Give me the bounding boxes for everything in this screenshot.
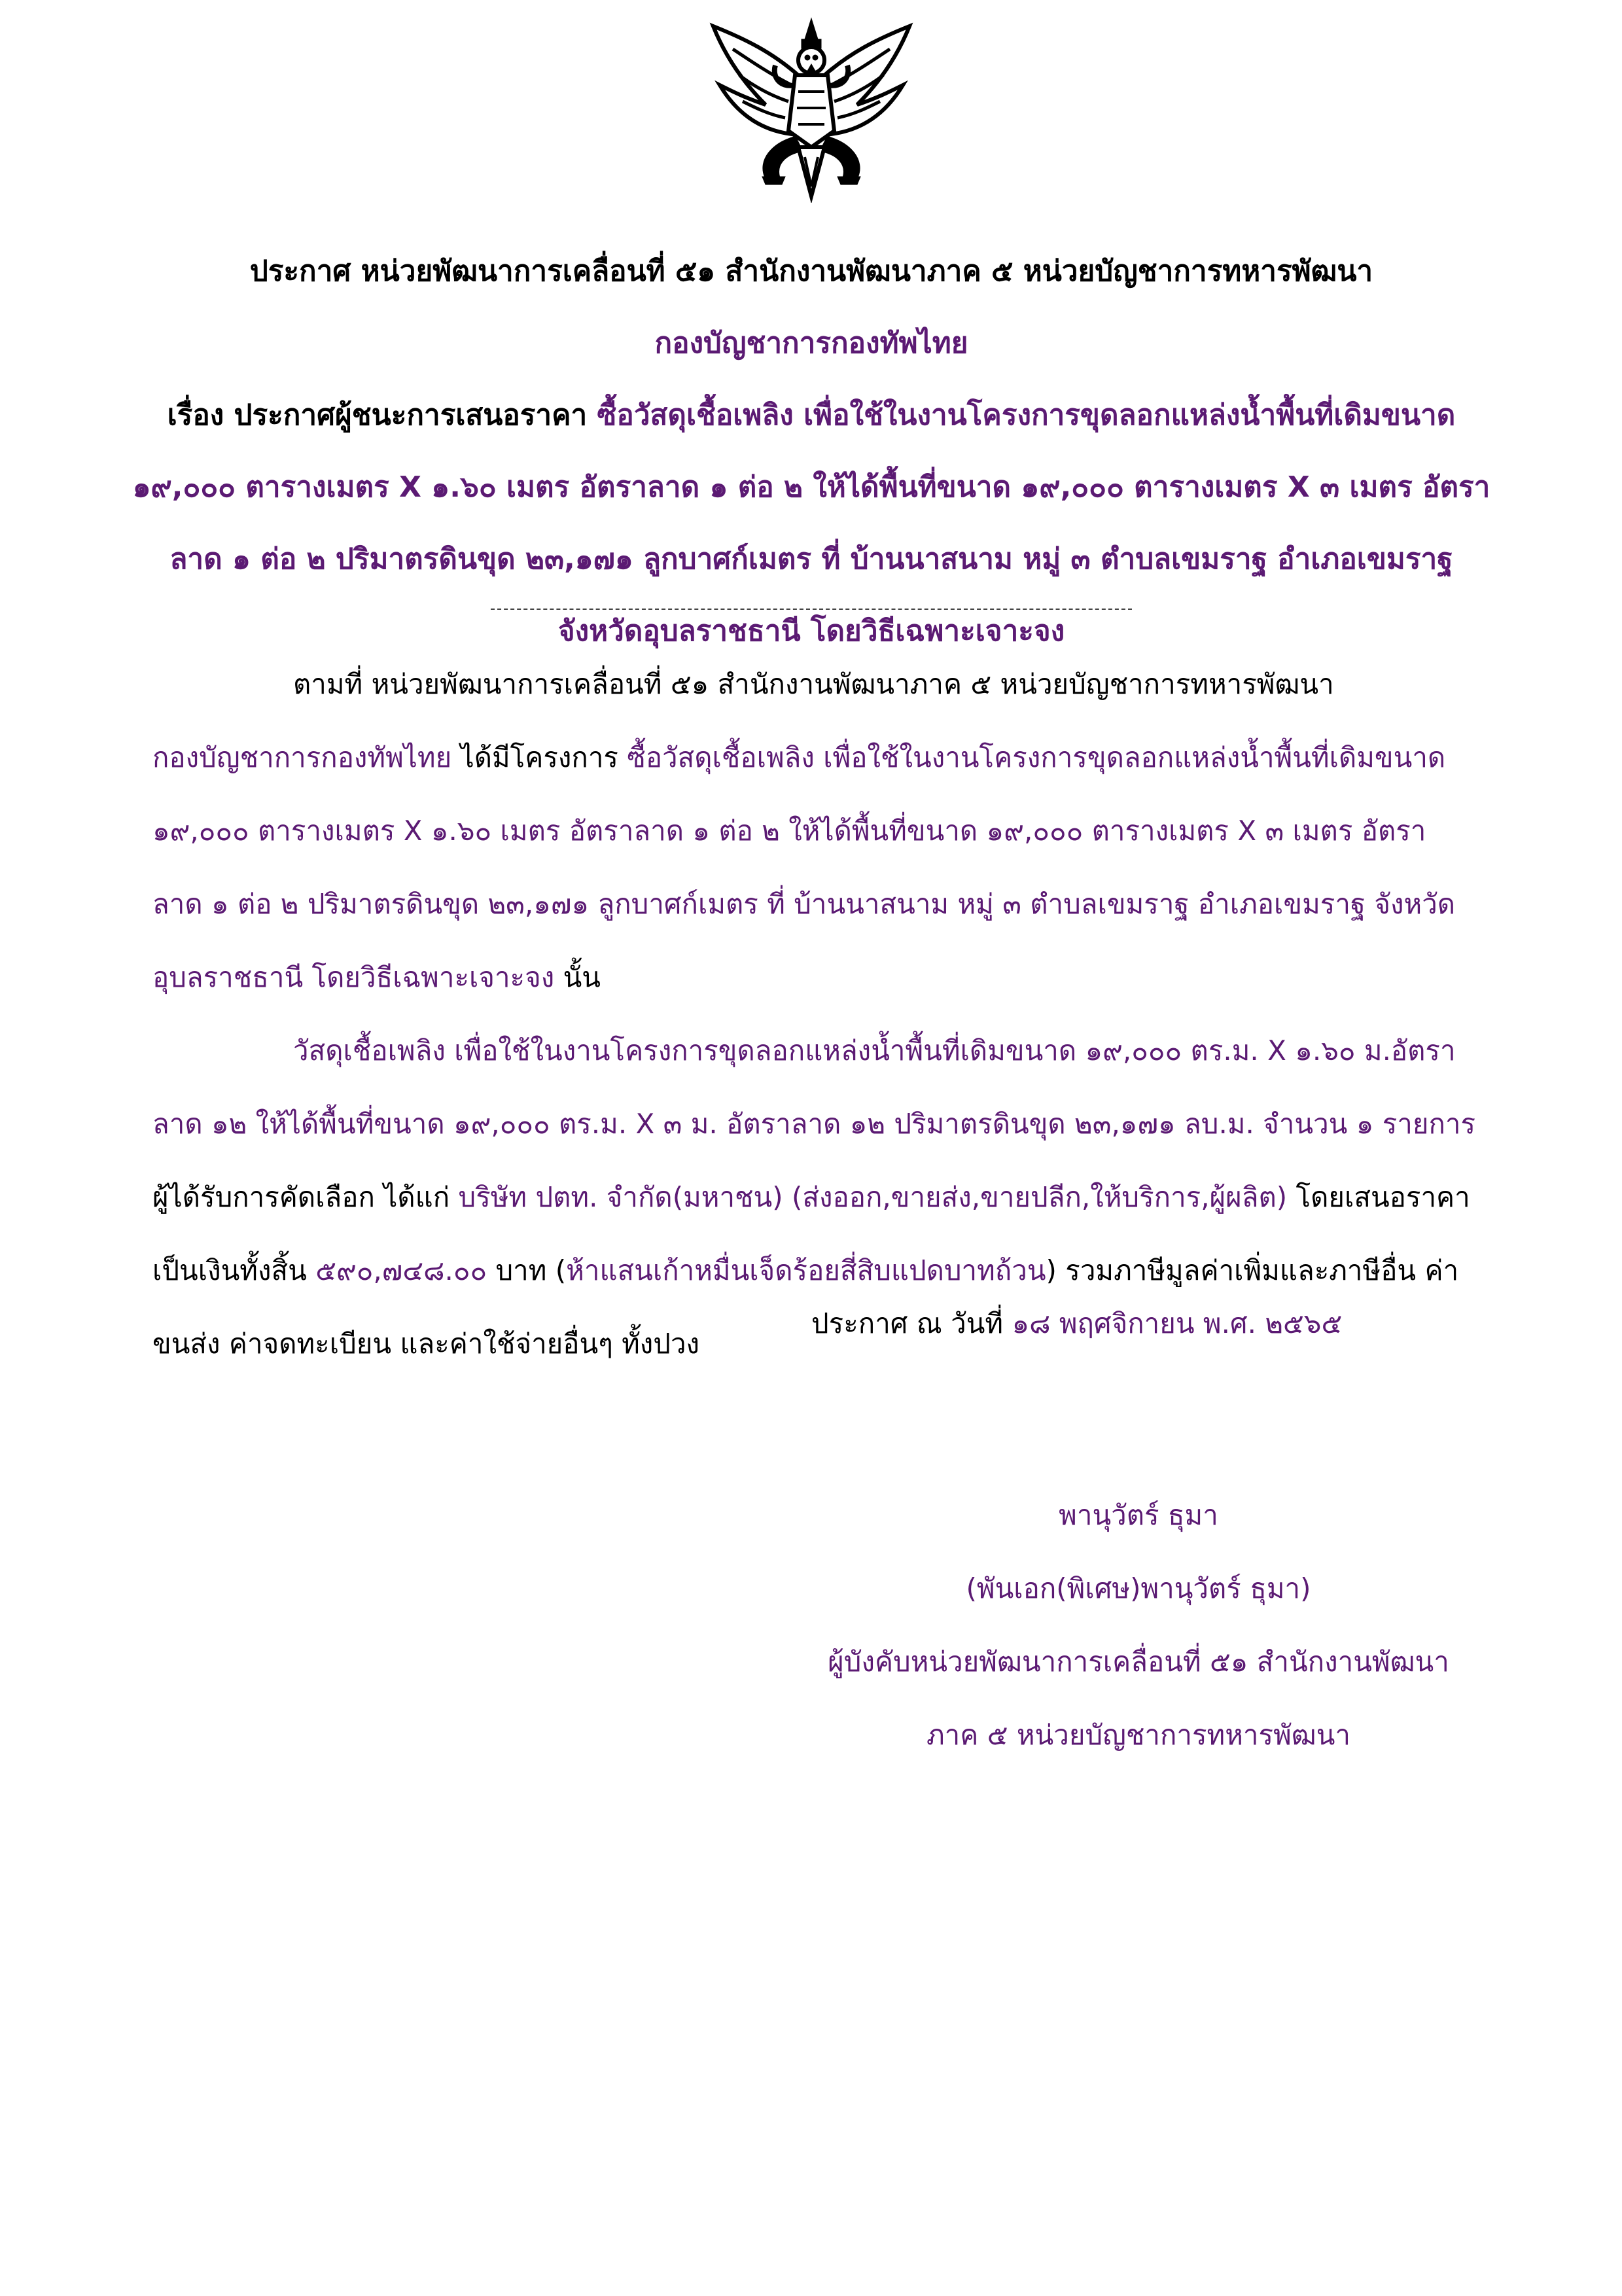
garuda-emblem-icon bbox=[700, 13, 923, 203]
paragraph-2-line-4 bbox=[152, 1234, 1474, 1307]
date-value: ๑๘ พฤศจิกายน พ.ศ. ๒๕๖๕ bbox=[1012, 1307, 1343, 1339]
paragraph-1-line-2 bbox=[152, 721, 1474, 794]
signature-position-line2: ภาค ๕ หน่วยบัญชาการทหารพัฒนา bbox=[926, 1719, 1350, 1751]
amount-in-words: ห้าแสนเก้าหมื่นเจ็ดร้อยสี่สิบแปดบาทถ้วน bbox=[566, 1254, 1046, 1286]
announcement-title-org: กองบัญชาการกองทัพไทย bbox=[654, 327, 968, 360]
tax-note: ) รวมภาษีมูลค่าเพิ่มและภาษีอื่น ค่า bbox=[1046, 1254, 1459, 1286]
date-prefix: ประกาศ ณ วันที่ bbox=[811, 1307, 1012, 1339]
signature-name: พานุวัตร์ ธุมา bbox=[1059, 1499, 1218, 1531]
org-name: กองบัญชาการกองทัพไทย bbox=[152, 741, 452, 773]
paragraph-2-line-1: วัสดุเชื้อเพลิง เพื่อใช้ในงานโครงการขุดลอกแหล่งน้ำพื้นที่เดิมขนาด ๑๙,๐๐๐ ตร.ม. X ๑.๖๐ ม.อัตรา bbox=[293, 1034, 1456, 1067]
signature-position-line1: ผู้บังคับหน่วยพัฒนาการเคลื่อนที่ ๕๑ สำนักงานพัฒนา bbox=[828, 1646, 1449, 1678]
subject-text-line4: จังหวัดอุบลราชธานี โดยวิธีเฉพาะเจาะจง bbox=[557, 614, 1065, 648]
subject-text-line3: ลาด ๑ ต่อ ๒ ปริมาตรดินขุด ๒๓,๑๗๑ ลูกบาศก์เมตร ที่ บ้านนาสนาม หมู่ ๓ ตำบลเขมราฐ อำเภอเขมราฐ bbox=[169, 542, 1453, 576]
paragraph-1-line-3: ๑๙,๐๐๐ ตารางเมตร X ๑.๖๐ เมตร อัตราลาด ๑ ต่อ ๒ ให้ได้พื้นที่ขนาด ๑๙,๐๐๐ ตารางเมตร X ๓ เมตร อัตรา bbox=[152, 815, 1426, 847]
winner-name: บริษัท ปตท. จำกัด(มหาชน) (ส่งออก,ขายส่ง,ขายปลีก,ให้บริการ,ผู้ผลิต) bbox=[458, 1181, 1288, 1213]
project-intro: ได้มีโครงการ bbox=[451, 741, 627, 773]
currency-label: บาท ( bbox=[487, 1254, 567, 1286]
header-divider bbox=[491, 609, 1132, 610]
paragraph-1-line-1: ตามที่ หน่วยพัฒนาการเคลื่อนที่ ๕๑ สำนักงานพัฒนาภาค ๕ หน่วยบัญชาการทหารพัฒนา bbox=[293, 668, 1334, 700]
announcement-title: ประกาศ หน่วยพัฒนาการเคลื่อนที่ ๕๑ สำนักงานพัฒนาภาค ๕ หน่วยบัญชาการทหารพัฒนา bbox=[249, 255, 1373, 288]
subject-prefix: เรื่อง ประกาศผู้ชนะการเสนอราคา bbox=[167, 398, 597, 432]
total-label: เป็นเงินทั้งสิ้น bbox=[152, 1254, 316, 1286]
signature-full-name: (พันเอก(พิเศษ)พานุวัตร์ ธุมา) bbox=[966, 1572, 1311, 1604]
signature-block bbox=[811, 1479, 1466, 1772]
paragraph-1-line-5 bbox=[152, 941, 1474, 1014]
paragraph-2-line-2: ลาด ๑๒ ให้ได้พื้นที่ขนาด ๑๙,๐๐๐ ตร.ม. X ๓ ม. อัตราลาด ๑๒ ปริมาตรดินขุด ๒๓,๑๗๑ ลบ.ม. จำนวน ๑ รายการ bbox=[152, 1108, 1476, 1140]
paragraph-1-line-4: ลาด ๑ ต่อ ๒ ปริมาตรดินขุด ๒๓,๑๗๑ ลูกบาศก์เมตร ที่ บ้านนาสนาม หมู่ ๓ ตำบลเขมราฐ อำเภอเขมราฐ จังหวัด bbox=[152, 888, 1456, 920]
total-amount: ๕๙๐,๗๔๘.๐๐ bbox=[315, 1254, 487, 1286]
announcement-date bbox=[811, 1302, 1342, 1345]
subject-text: ซื้อวัสดุเชื้อเพลิง เพื่อใช้ในงานโครงการขุดลอกแหล่งน้ำพื้นที่เดิมขนาด bbox=[597, 398, 1456, 432]
paragraph-2-line-5: ขนส่ง ค่าจดทะเบียน และค่าใช้จ่ายอื่นๆ ทั้งปวง bbox=[152, 1328, 700, 1360]
announcement-header bbox=[131, 236, 1492, 667]
subject-text-line2: ๑๙,๐๐๐ ตารางเมตร X ๑.๖๐ เมตร อัตราลาด ๑ ต่อ ๒ ให้ได้พื้นที่ขนาด ๑๙,๐๐๐ ตารางเมตร X ๓ เมตร อัตรา bbox=[132, 470, 1490, 504]
paragraph-1-end: นั้น bbox=[554, 961, 601, 993]
winner-label: ผู้ได้รับการคัดเลือก ได้แก่ bbox=[152, 1181, 459, 1213]
offer-label: โดยเสนอราคา bbox=[1287, 1181, 1470, 1213]
project-name: ซื้อวัสดุเชื้อเพลิง เพื่อใช้ในงานโครงการขุดลอกแหล่งน้ำพื้นที่เดิมขนาด bbox=[627, 741, 1446, 773]
paragraph-2-line-3 bbox=[152, 1161, 1474, 1234]
announcement-body bbox=[152, 648, 1474, 1381]
announcement-subject-line bbox=[131, 380, 1492, 451]
province-method: อุบลราชธานี โดยวิธีเฉพาะเจาะจง bbox=[152, 961, 555, 993]
